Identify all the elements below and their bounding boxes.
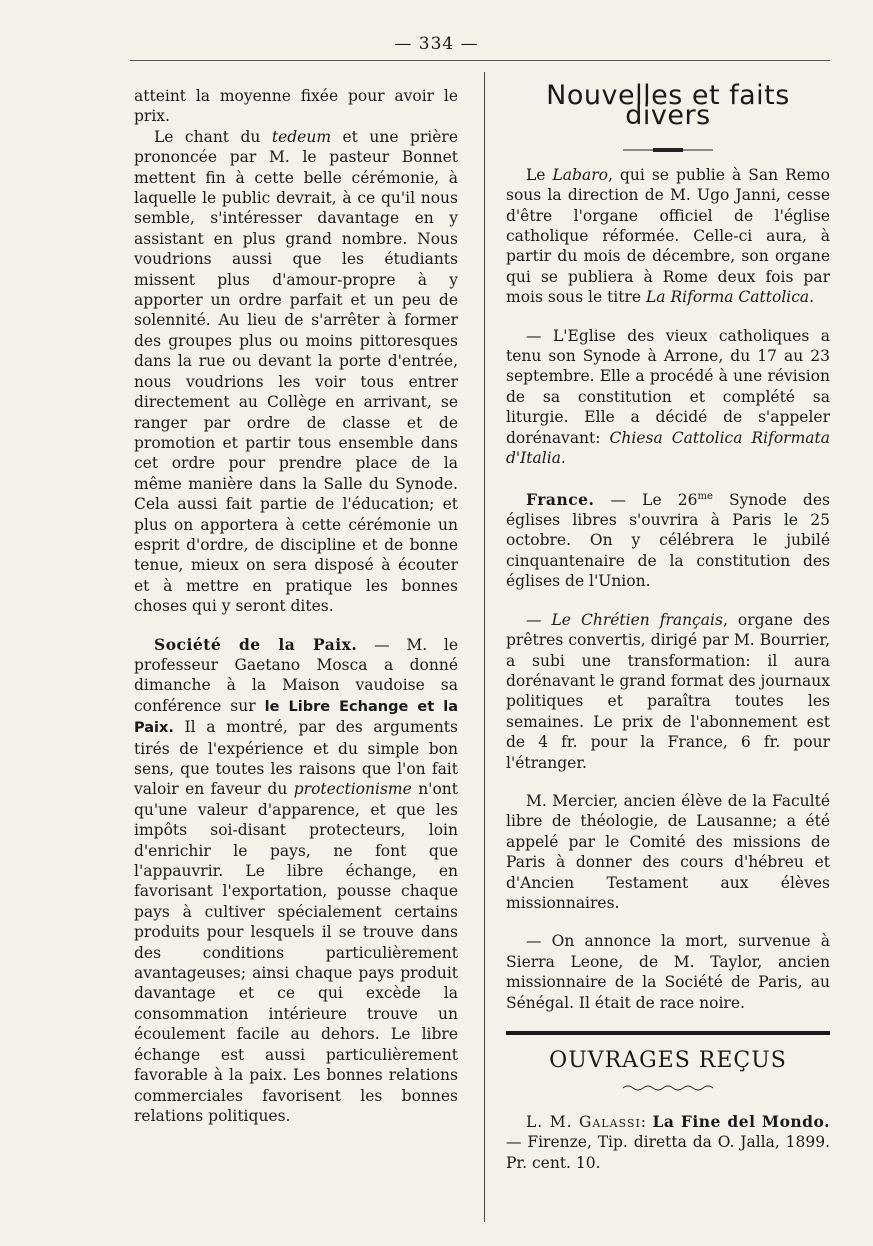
paragraph-continuation: atteint la moyenne fixée pour avoir le prix. [134,87,458,126]
text-run: — Firenze, Tip. diretta da O. Jalla, 1899. Pr. cent. 10. [506,1133,830,1172]
ouvrage-entry [506,1112,830,1173]
text-run: Il a montré, par des arguments tirés de l'expérience et du simple bon sens, que toutes les raisons que l'on fait valoir en faveur du [134,718,458,799]
text-run: Le chant du [154,127,272,146]
paragraph-ceremony [134,127,458,617]
text-run: — M. le professeur Gaetano Mosca a donné dimanche à la Maison vaudoise sa conférence sur [134,635,458,715]
news-taylor: — On annonce la mort, survenue à Sierra Leone, de M. Taylor, ancien missionnaire de la Société de Paris, au Sénégal. Il était de race noire. [506,932,830,1012]
header-rule [130,60,830,61]
page-number: — 334 — [394,34,479,54]
emphasis: La Riforma Cattolica. [646,288,815,307]
left-column [134,86,458,1126]
ouvrages-heading: OUVRAGES REÇUS [549,1048,787,1073]
section-lead: Société de la Paix. [154,634,358,654]
news-vieux-catholiques [506,326,830,469]
text-run: n'ont qu'une valeur d'apparence, et que les impôts soi-disant protecteurs, loin d'enrichir le pays, ne font que l'appauvrir. Le libre échange, en favorisant l'exportation, pousse chaque pays à cultiver spécialement certains produits pour lesquels il se trouve dans des conditions particulièrement avantageuses; ainsi chaque pays produit davantage et ce qui excède la consommation intérieure trouve un écoulement facile au dehors. Le libre échange est aussi particulièrement favorable à la paix. Les bonnes relations commerciales favorisent les bonnes relations politiques. [134,780,458,1125]
news-mercier: M. Mercier, ancien élève de la Faculté libre de théologie, de Lausanne; a été appelé par le Comité des missions de Paris à donner des cours d'hébreu et d'Ancien Testament aux élèves missionnaires. [506,791,830,912]
news-france [506,487,830,592]
paragraph-societe-paix [134,635,458,1127]
section-title: Nouvelles et faits divers [546,80,790,132]
text-run: — [526,610,552,629]
emphasis-tedeum: tedeum [271,127,332,146]
text-run: et une prière prononcée par M. le pasteur Bonnet mettent fin à cette belle cérémonie, à laquelle le public devrait, à ce qu'il nous semble, s'intéresser davantage en y assistant en plus grand nombre. Nous voudrions aussi que les étudiants missent plus d'amour-propre à y apporter un ordre parfait et un peu de solennité. Au lieu de s'arrêter à former des groupes plus ou moins pittoresques dans la rue ou devant la porte d'entrée, nous voudrions les voir tous entrer directement au Collège en arrivant, se ranger par ordre de classe et de promotion et partir tous ensemble dans cet ordre pour prendre place de la même manière dans la Salle du Synode. Cela aussi fait partie de l'éducation; et plus on apportera à cette cérémonie un esprit d'ordre, de discipline et de bonne tenue, mieux on sera disposé à écouter et à mettre en pratique les bonnes choses qui y seront dites. [134,127,458,616]
column-divider [484,72,485,1222]
news-chretien-francais [506,610,830,773]
emphasis: Le Chrétien français [551,610,723,629]
ouvrage-title: La Fine del Mondo. [652,1111,830,1131]
text-run: — L'Eglise des vieux catholiques a tenu son Synode à Arrone, du 17 au 23 septembre. Elle a procédé à une révision de sa constitution et complété sa liturgie. Elle a décidé de s'appeler dorénavant: [506,326,830,447]
ornament-divider [506,139,830,149]
emphasis: Labaro [552,165,608,184]
wave-ornament [506,1077,830,1097]
section-lead: France. [526,489,595,509]
news-labaro [506,165,830,308]
emphasis: Chiesa Cattolica Riformata d'Italia. [506,428,831,468]
heavy-rule [506,1031,830,1035]
ouvrage-author: L. M. Galassi: [526,1112,648,1131]
emphasis-protectionisme: protectionisme [293,780,412,799]
text-run: Le [526,165,553,184]
text-run: , organe des prêtres convertis, dirigé par M. Bourrier, a subi une transformation: il aura dorénavant le grand format des journaux politiques et paraîtra toutes les semaines. Le prix de l'abonnement est de 4 fr. pour la France, 6 fr. pour l'étranger. [506,610,831,772]
superscript: me [697,490,713,502]
text-run: , qui se publie à San Remo sous la direction de M. Ugo Janni, cesse d'être l'organe officiel de l'église catholique réformée. Celle-ci aura, à partir du mois de décembre, son organe qui se publiera à Rome deux fois par mois sous le titre [506,165,830,307]
text-run: — Le 26 [594,490,698,509]
bold-title: le Libre Echange et la Paix. [134,698,458,737]
text-run: Synode des églises libres s'ouvrira à Paris le 25 octobre. On y célébrera le jubilé cinquantenaire de la constitution des églises de l'Union. [506,490,830,591]
right-column [506,80,831,1173]
